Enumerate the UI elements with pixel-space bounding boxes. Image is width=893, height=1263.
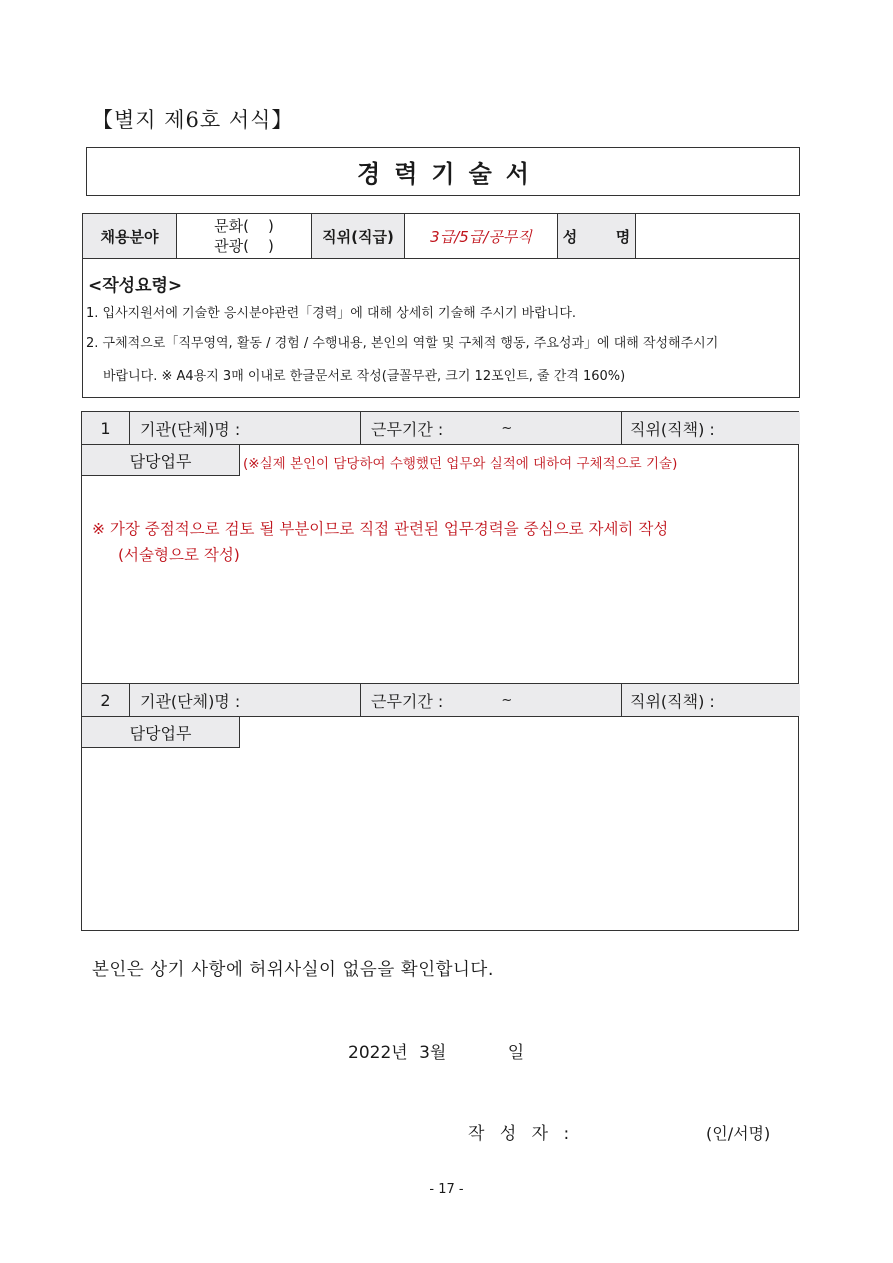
work-period-label: 근무기간 :: [371, 419, 444, 439]
career-block-1: [81, 411, 799, 684]
career-block-2: [81, 683, 799, 931]
position-label[interactable]: 직위(직책) :: [622, 412, 800, 444]
writer-label: 작 성 자 :: [468, 1124, 575, 1144]
page-number: - 17 -: [429, 1182, 464, 1197]
rank-label: 직위(직급): [312, 214, 405, 258]
career-number: 1: [82, 412, 130, 444]
duty-note: (※실제 본인이 담당하여 수행했던 업무와 실적에 대하여 구체적으로 기술): [243, 456, 678, 472]
org-name-label[interactable]: 기관(단체)명 :: [130, 412, 361, 444]
org-name-label[interactable]: 기관(단체)명 :: [130, 684, 361, 716]
date-line[interactable]: [348, 1038, 524, 1063]
name-label: 성 명: [558, 214, 636, 258]
emphasis-note[interactable]: [92, 516, 782, 568]
duty-label: 담당업무: [82, 445, 240, 476]
career-header-2: [82, 684, 798, 717]
applicant-info-row: [83, 214, 799, 259]
applicant-info-table: [82, 213, 800, 398]
field-option-culture[interactable]: 문화( ): [214, 217, 274, 235]
date-month: 3월: [419, 1043, 447, 1063]
emphasis-line-2: (서술형으로 작성): [118, 546, 240, 564]
date-year: 2022년: [348, 1043, 408, 1063]
work-period-field[interactable]: [361, 684, 622, 716]
name-field[interactable]: [636, 214, 800, 258]
field-option-tourism[interactable]: 관광( ): [214, 237, 274, 255]
date-day: 일: [507, 1043, 525, 1063]
work-period-separator: ~: [501, 692, 513, 708]
field-options[interactable]: [177, 214, 312, 258]
guide-heading: <작성요령>: [88, 276, 183, 296]
field-label: 채용분야: [83, 214, 177, 258]
seal-signature-label[interactable]: (인/서명): [706, 1124, 771, 1143]
confirmation-statement: 본인은 상기 사항에 허위사실이 없음을 확인합니다.: [92, 960, 494, 980]
rank-value[interactable]: 3급/5급/공무직: [405, 214, 558, 258]
document-title-box: [86, 147, 800, 196]
work-period-separator: ~: [501, 420, 513, 436]
document-title: 경력기술서: [357, 160, 543, 188]
duty-label: 담당업무: [82, 717, 240, 748]
emphasis-line-1: ※ 가장 중점적으로 검토 될 부분이므로 직접 관련된 업무경력을 중심으로 자세히 작성: [92, 520, 669, 538]
form-number-label: 【별지 제6호 서식】: [92, 108, 294, 132]
work-period-field[interactable]: [361, 412, 622, 444]
guide-line-2: 2. 구체적으로「직무영역, 활동 / 경험 / 수행내용, 본인의 역할 및 구체적 행동, 주요성과」에 대해 작성해주시기: [86, 336, 719, 351]
guide-line-1: 1. 입사지원서에 기술한 응시분야관련「경력」에 대해 상세히 기술해 주시기 바랍니다.: [86, 306, 577, 321]
career-number: 2: [82, 684, 130, 716]
work-period-label: 근무기간 :: [371, 691, 444, 711]
position-label[interactable]: 직위(직책) :: [622, 684, 800, 716]
guide-line-3: 바랍니다. ※ A4용지 3매 이내로 한글문서로 작성(글꼴무관, 크기 12포인트, 줄 간격 160%): [103, 369, 626, 384]
career-header-1: [82, 412, 798, 445]
